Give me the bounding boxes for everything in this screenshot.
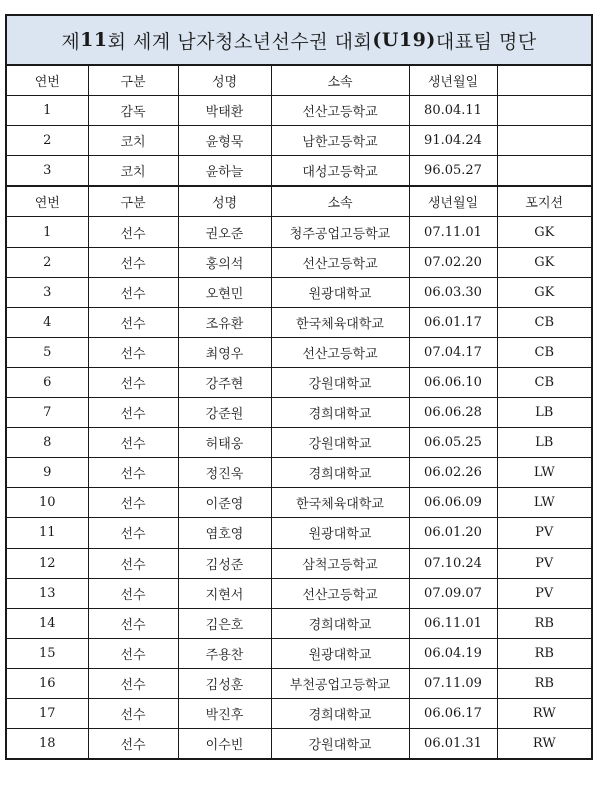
cell-name: 김성훈 <box>178 668 271 698</box>
cell-role: 선수 <box>88 608 178 638</box>
player-row <box>7 217 591 247</box>
cell-position: PV <box>497 548 591 578</box>
cell-role: 선수 <box>88 638 178 668</box>
cell-birthdate: 07.10.24 <box>409 548 497 578</box>
cell-position: LW <box>497 458 591 488</box>
cell-position: LW <box>497 488 591 518</box>
cell-number: 14 <box>7 608 88 638</box>
title-edition-number: 11 <box>80 29 108 51</box>
cell-position: LB <box>497 428 591 458</box>
cell-role: 선수 <box>88 458 178 488</box>
player-row <box>7 428 591 458</box>
player-row <box>7 698 591 728</box>
cell-role: 선수 <box>88 277 178 307</box>
cell-affiliation: 경희대학교 <box>271 398 409 428</box>
header-role: 구분 <box>88 186 178 217</box>
cell-birthdate: 07.02.20 <box>409 247 497 277</box>
staff-row <box>7 126 591 156</box>
cell-affiliation: 청주공업고등학교 <box>271 217 409 247</box>
cell-affiliation: 한국체육대학교 <box>271 488 409 518</box>
cell-birthdate: 80.04.11 <box>409 96 497 126</box>
cell-name: 허태웅 <box>178 428 271 458</box>
cell-birthdate: 06.11.01 <box>409 608 497 638</box>
cell-name: 박태환 <box>178 96 271 126</box>
cell-birthdate: 07.11.09 <box>409 668 497 698</box>
cell-affiliation: 부천공업고등학교 <box>271 668 409 698</box>
cell-name: 홍의석 <box>178 247 271 277</box>
cell-position: CB <box>497 367 591 397</box>
cell-number: 6 <box>7 367 88 397</box>
cell-number: 8 <box>7 428 88 458</box>
cell-number: 15 <box>7 638 88 668</box>
cell-number: 5 <box>7 337 88 367</box>
title-age-code: (U19) <box>372 29 436 51</box>
cell-role: 선수 <box>88 217 178 247</box>
cell-birthdate: 06.03.30 <box>409 277 497 307</box>
cell-name: 윤형묵 <box>178 126 271 156</box>
player-row <box>7 337 591 367</box>
cell-birthdate: 96.05.27 <box>409 156 497 187</box>
roster-document <box>5 14 593 760</box>
cell-affiliation: 원광대학교 <box>271 277 409 307</box>
title-prefix: 제 <box>61 30 81 53</box>
cell-birthdate: 06.02.26 <box>409 458 497 488</box>
cell-affiliation: 강원대학교 <box>271 367 409 397</box>
staff-header-row <box>7 66 591 96</box>
cell-position <box>497 96 591 126</box>
cell-number: 10 <box>7 488 88 518</box>
cell-birthdate: 06.06.09 <box>409 488 497 518</box>
cell-number: 2 <box>7 247 88 277</box>
header-affiliation: 소속 <box>271 66 409 96</box>
cell-name: 권오준 <box>178 217 271 247</box>
header-number: 연번 <box>7 66 88 96</box>
staff-row <box>7 156 591 187</box>
cell-name: 염호영 <box>178 518 271 548</box>
cell-position <box>497 126 591 156</box>
header-name: 성명 <box>178 186 271 217</box>
player-row <box>7 548 591 578</box>
player-row <box>7 458 591 488</box>
cell-affiliation: 경희대학교 <box>271 458 409 488</box>
staff-row <box>7 96 591 126</box>
player-row <box>7 668 591 698</box>
cell-affiliation: 강원대학교 <box>271 729 409 759</box>
cell-affiliation: 경희대학교 <box>271 698 409 728</box>
cell-position: PV <box>497 518 591 548</box>
cell-number: 13 <box>7 578 88 608</box>
cell-birthdate: 06.06.17 <box>409 698 497 728</box>
roster-table <box>7 66 591 758</box>
cell-birthdate: 06.05.25 <box>409 428 497 458</box>
cell-affiliation: 한국체육대학교 <box>271 307 409 337</box>
title-middle: 회 세계 남자청소년선수권 대회 <box>107 30 373 53</box>
cell-birthdate: 06.04.19 <box>409 638 497 668</box>
cell-name: 지현서 <box>178 578 271 608</box>
cell-birthdate: 06.01.20 <box>409 518 497 548</box>
cell-role: 감독 <box>88 96 178 126</box>
cell-name: 강주현 <box>178 367 271 397</box>
cell-number: 4 <box>7 307 88 337</box>
cell-number: 2 <box>7 126 88 156</box>
cell-affiliation: 원광대학교 <box>271 638 409 668</box>
cell-number: 12 <box>7 548 88 578</box>
cell-name: 최영우 <box>178 337 271 367</box>
cell-role: 선수 <box>88 247 178 277</box>
cell-position: GK <box>497 277 591 307</box>
cell-affiliation: 대성고등학교 <box>271 156 409 187</box>
cell-number: 1 <box>7 217 88 247</box>
cell-role: 선수 <box>88 548 178 578</box>
player-row <box>7 277 591 307</box>
cell-number: 17 <box>7 698 88 728</box>
cell-name: 주용찬 <box>178 638 271 668</box>
header-name: 성명 <box>178 66 271 96</box>
cell-number: 7 <box>7 398 88 428</box>
cell-role: 선수 <box>88 668 178 698</box>
cell-position: PV <box>497 578 591 608</box>
cell-birthdate: 91.04.24 <box>409 126 497 156</box>
cell-name: 김성준 <box>178 548 271 578</box>
cell-birthdate: 06.06.28 <box>409 398 497 428</box>
cell-name: 윤하늘 <box>178 156 271 187</box>
cell-position: RW <box>497 698 591 728</box>
cell-number: 3 <box>7 277 88 307</box>
cell-role: 선수 <box>88 337 178 367</box>
cell-name: 오현민 <box>178 277 271 307</box>
header-birthdate: 생년월일 <box>409 186 497 217</box>
header-affiliation: 소속 <box>271 186 409 217</box>
cell-birthdate: 06.06.10 <box>409 367 497 397</box>
cell-number: 9 <box>7 458 88 488</box>
cell-role: 코치 <box>88 126 178 156</box>
cell-role: 선수 <box>88 428 178 458</box>
cell-name: 조유환 <box>178 307 271 337</box>
player-row <box>7 608 591 638</box>
player-header-row <box>7 186 591 217</box>
cell-role: 선수 <box>88 698 178 728</box>
cell-position <box>497 156 591 187</box>
header-number: 연번 <box>7 186 88 217</box>
player-row <box>7 729 591 759</box>
cell-affiliation: 선산고등학교 <box>271 578 409 608</box>
cell-position: GK <box>497 247 591 277</box>
cell-number: 18 <box>7 729 88 759</box>
player-row <box>7 367 591 397</box>
cell-role: 선수 <box>88 729 178 759</box>
cell-affiliation: 선산고등학교 <box>271 96 409 126</box>
cell-name: 강준원 <box>178 398 271 428</box>
title-suffix: 대표팀 명단 <box>435 30 537 53</box>
cell-role: 선수 <box>88 488 178 518</box>
cell-birthdate: 07.09.07 <box>409 578 497 608</box>
header-birthdate: 생년월일 <box>409 66 497 96</box>
cell-name: 김은호 <box>178 608 271 638</box>
cell-affiliation: 경희대학교 <box>271 608 409 638</box>
cell-role: 선수 <box>88 578 178 608</box>
cell-position: LB <box>497 398 591 428</box>
cell-birthdate: 06.01.31 <box>409 729 497 759</box>
cell-name: 박진후 <box>178 698 271 728</box>
cell-name: 이준영 <box>178 488 271 518</box>
cell-position: RB <box>497 638 591 668</box>
cell-birthdate: 07.11.01 <box>409 217 497 247</box>
cell-position: CB <box>497 307 591 337</box>
cell-role: 선수 <box>88 307 178 337</box>
cell-affiliation: 삼척고등학교 <box>271 548 409 578</box>
cell-name: 정진욱 <box>178 458 271 488</box>
cell-position: RB <box>497 668 591 698</box>
cell-affiliation: 강원대학교 <box>271 428 409 458</box>
cell-role: 선수 <box>88 398 178 428</box>
cell-name: 이수빈 <box>178 729 271 759</box>
player-row <box>7 398 591 428</box>
header-role: 구분 <box>88 66 178 96</box>
cell-birthdate: 06.01.17 <box>409 307 497 337</box>
cell-number: 1 <box>7 96 88 126</box>
player-row <box>7 488 591 518</box>
cell-number: 11 <box>7 518 88 548</box>
cell-position: GK <box>497 217 591 247</box>
cell-number: 16 <box>7 668 88 698</box>
header-position: 포지션 <box>497 186 591 217</box>
cell-affiliation: 선산고등학교 <box>271 337 409 367</box>
player-row <box>7 307 591 337</box>
player-row <box>7 578 591 608</box>
cell-position: CB <box>497 337 591 367</box>
cell-affiliation: 선산고등학교 <box>271 247 409 277</box>
player-row <box>7 247 591 277</box>
cell-role: 선수 <box>88 367 178 397</box>
cell-number: 3 <box>7 156 88 187</box>
header-position <box>497 66 591 96</box>
cell-affiliation: 원광대학교 <box>271 518 409 548</box>
player-row <box>7 518 591 548</box>
cell-position: RW <box>497 729 591 759</box>
cell-affiliation: 남한고등학교 <box>271 126 409 156</box>
cell-birthdate: 07.04.17 <box>409 337 497 367</box>
cell-role: 선수 <box>88 518 178 548</box>
document-title <box>7 16 591 66</box>
cell-position: RB <box>497 608 591 638</box>
player-row <box>7 638 591 668</box>
cell-role: 코치 <box>88 156 178 187</box>
